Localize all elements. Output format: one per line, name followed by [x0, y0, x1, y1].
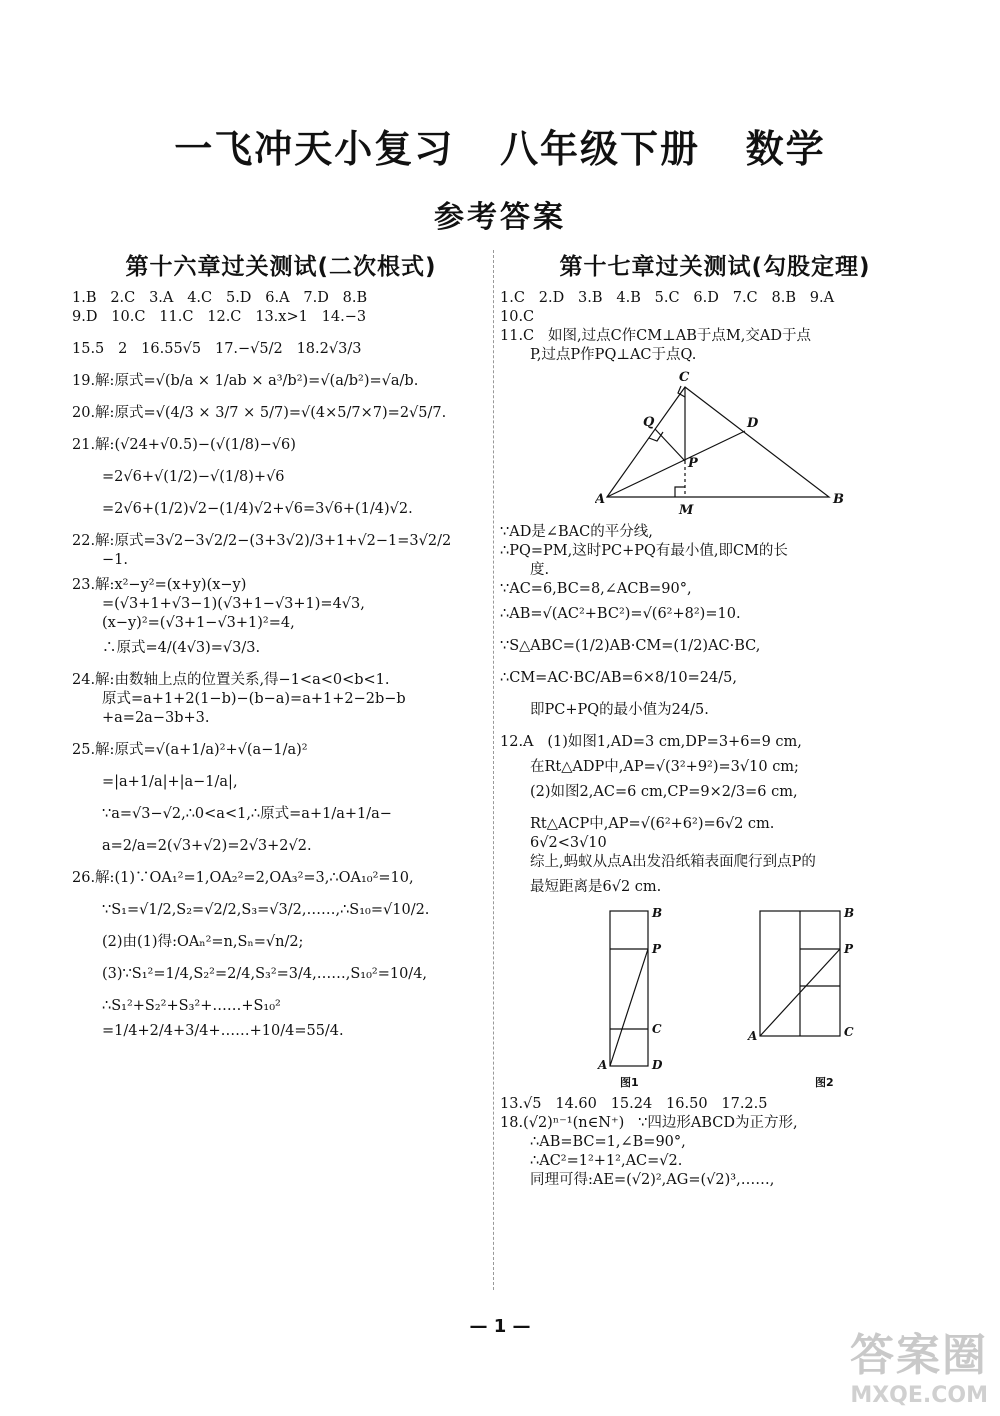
answer-line: 25.解:原式=√(a+1/a)²+√(a−1/a)²	[72, 742, 308, 758]
segment-pq	[655, 429, 685, 461]
fig2-label-b: B	[844, 906, 855, 920]
answer-line: ∵AC=6,BC=8,∠ACB=90°,	[500, 581, 692, 597]
answer-line: =|a+1/a|+|a−1/a|,	[102, 774, 238, 790]
right-column	[500, 248, 930, 1190]
answer-line: Rt△ACP中,AP=√(6²+6²)=6√2 cm.	[530, 816, 775, 832]
fig2-caption: 图2	[815, 1076, 834, 1089]
answer-line: ∵S₁=√1/2,S₂=√2/2,S₃=√3/2,……,∴S₁₀=√10/2.	[102, 902, 430, 918]
answer-line: 9.D 10.C 11.C 12.C 13.x>1 14.−3	[72, 309, 367, 325]
label-a: A	[595, 492, 606, 507]
page-number: — 1 —	[469, 1316, 531, 1337]
answer-line: a=2/a=2(√3+√2)=2√3+2√2.	[102, 838, 312, 854]
answer-line: ∴PQ=PM,这时PC+PQ有最小值,即CM的长	[500, 543, 788, 559]
answer-line: (2)由(1)得:OAₙ²=n,Sₙ=√n/2;	[102, 934, 304, 950]
label-d: D	[747, 416, 759, 431]
right-angle-q	[649, 432, 663, 441]
fig2-label-p: P	[844, 942, 854, 956]
answer-line: 18.(√2)ⁿ⁻¹(n∈N⁺) ∵四边形ABCD为正方形,	[500, 1115, 798, 1131]
answer-line: ∴CM=AC·BC/AB=6×8/10=24/5,	[500, 670, 737, 686]
section-title-ch17: 第十七章过关测试(勾股定理)	[559, 254, 871, 280]
answer-line: −1.	[102, 552, 128, 568]
fig1-label-a: A	[598, 1058, 608, 1072]
answer-line: P,过点P作PQ⊥AC于点Q.	[530, 347, 697, 363]
answer-line: ∵AD是∠BAC的平分线,	[500, 524, 653, 540]
answer-line: 原式=a+1+2(1−b)−(b−a)=a+1+2−2b−b	[102, 691, 406, 707]
label-m: M	[679, 503, 694, 518]
fig2-label-c: C	[844, 1025, 854, 1039]
fig1-label-c: C	[652, 1022, 662, 1036]
page-subtitle: 参考答案	[434, 200, 566, 235]
answer-line: (2)如图2,AC=6 cm,CP=9×2/3=6 cm,	[530, 784, 798, 800]
fig2-label-a: A	[748, 1029, 758, 1043]
column-divider	[493, 250, 494, 1290]
answer-line: 24.解:由数轴上点的位置关系,得−1<a<0<b<1.	[72, 672, 390, 688]
section-title-ch16: 第十六章过关测试(二次根式)	[125, 254, 437, 280]
answer-line: 综上,蚂蚁从点A出发沿纸箱表面爬行到点P的	[530, 854, 816, 870]
answer-line: ∵a=√3−√2,∴0<a<1,∴原式=a+1/a+1/a−	[102, 806, 392, 822]
box-unfold-figures	[590, 901, 920, 1091]
answer-line: 13.√5 14.60 15.24 16.50 17.2.5	[500, 1096, 768, 1112]
answer-line: 同理可得:AE=(√2)²,AG=(√2)³,……,	[530, 1172, 775, 1188]
answer-line: 23.解:x²−y²=(x+y)(x−y)	[72, 577, 247, 593]
answer-line: (3)∵S₁²=1/4,S₂²=2/4,S₃²=3/4,……,S₁₀²=10/4,	[102, 966, 428, 982]
answer-line: 19.解:原式=√(b/a × 1/ab × a³/b²)=√(a/b²)=√a/b.	[72, 373, 419, 389]
answer-line: ∴AB=√(AC²+BC²)=√(6²+8²)=10.	[500, 606, 741, 622]
answer-line: 1.B 2.C 3.A 4.C 5.D 6.A 7.D 8.B	[72, 290, 368, 306]
fig1-label-d: D	[652, 1058, 663, 1072]
page-title: 一飞冲天小复习 八年级下册 数学	[174, 127, 826, 171]
fig1-rect	[610, 911, 648, 1066]
answer-line: 15.5 2 16.55√5 17.−√5/2 18.2√3/3	[72, 341, 362, 357]
answer-line: (x−y)²=(√3+1−√3+1)²=4,	[102, 615, 295, 631]
right-angle-m	[675, 487, 685, 497]
label-p: P	[688, 456, 698, 471]
answer-line: =(√3+1+√3−1)(√3+1−√3+1)=4√3,	[102, 596, 365, 612]
left-column	[72, 248, 490, 1041]
fig1-label-p: P	[652, 942, 662, 956]
watermark-url: MXQE.COM	[850, 1383, 988, 1408]
answer-line: 22.解:原式=3√2−3√2/2−(3+3√2)/3+1+√2−1=3√2/2	[72, 533, 452, 549]
watermark	[850, 1319, 988, 1408]
answer-line: ∴AB=BC=1,∠B=90°,	[530, 1134, 686, 1150]
answer-line: ∵S△ABC=(1/2)AB·CM=(1/2)AC·BC,	[500, 638, 761, 654]
answer-line: ∴AC²=1²+1²,AC=√2.	[530, 1153, 683, 1169]
answer-line: 12.A (1)如图1,AD=3 cm,DP=3+6=9 cm,	[500, 734, 802, 750]
answer-line: 20.解:原式=√(4/3 × 3/7 × 5/7)=√(4×5/7×7)=2√5/7.	[72, 405, 447, 421]
answer-line: 11.C 如图,过点C作CM⊥AB于点M,交AD于点	[500, 328, 811, 344]
answer-line: 最短距离是6√2 cm.	[530, 879, 662, 895]
fig1-path-ap	[610, 949, 648, 1066]
answer-line: 26.解:(1)∵OA₁²=1,OA₂²=2,OA₃²=3,∴OA₁₀²=10,	[72, 870, 414, 886]
label-q: Q	[643, 415, 655, 430]
answer-line: =2√6+(1/2)√2−(1/4)√2+√6=3√6+(1/4)√2.	[102, 501, 413, 517]
label-b: B	[833, 492, 844, 507]
fig1-label-b: B	[652, 906, 663, 920]
answer-line: =2√6+√(1/2)−√(1/8)+√6	[102, 469, 285, 485]
answer-line: 10.C	[500, 309, 535, 325]
answer-line: 6√2<3√10	[530, 835, 607, 851]
answer-line: ∴S₁²+S₂²+S₃²+……+S₁₀²	[102, 998, 281, 1014]
answer-line: 1.C 2.D 3.B 4.B 5.C 6.D 7.C 8.B 9.A	[500, 290, 835, 306]
answer-line: 即PC+PQ的最小值为24/5.	[530, 702, 709, 718]
fig1-caption: 图1	[620, 1076, 639, 1089]
label-c: C	[679, 370, 690, 385]
answer-line: 21.解:(√24+√0.5)−(√(1/8)−√6)	[72, 437, 296, 453]
answer-line: =1/4+2/4+3/4+……+10/4=55/4.	[102, 1023, 344, 1039]
answer-line: ∴原式=4/(4√3)=√3/3.	[102, 640, 261, 656]
triangle-figure	[595, 369, 925, 519]
answer-line: +a=2a−3b+3.	[102, 710, 210, 726]
answer-line: 度.	[530, 562, 550, 578]
watermark-logo: 答案圈	[850, 1330, 988, 1381]
answer-line: 在Rt△ADP中,AP=√(3²+9²)=3√10 cm;	[530, 759, 799, 775]
